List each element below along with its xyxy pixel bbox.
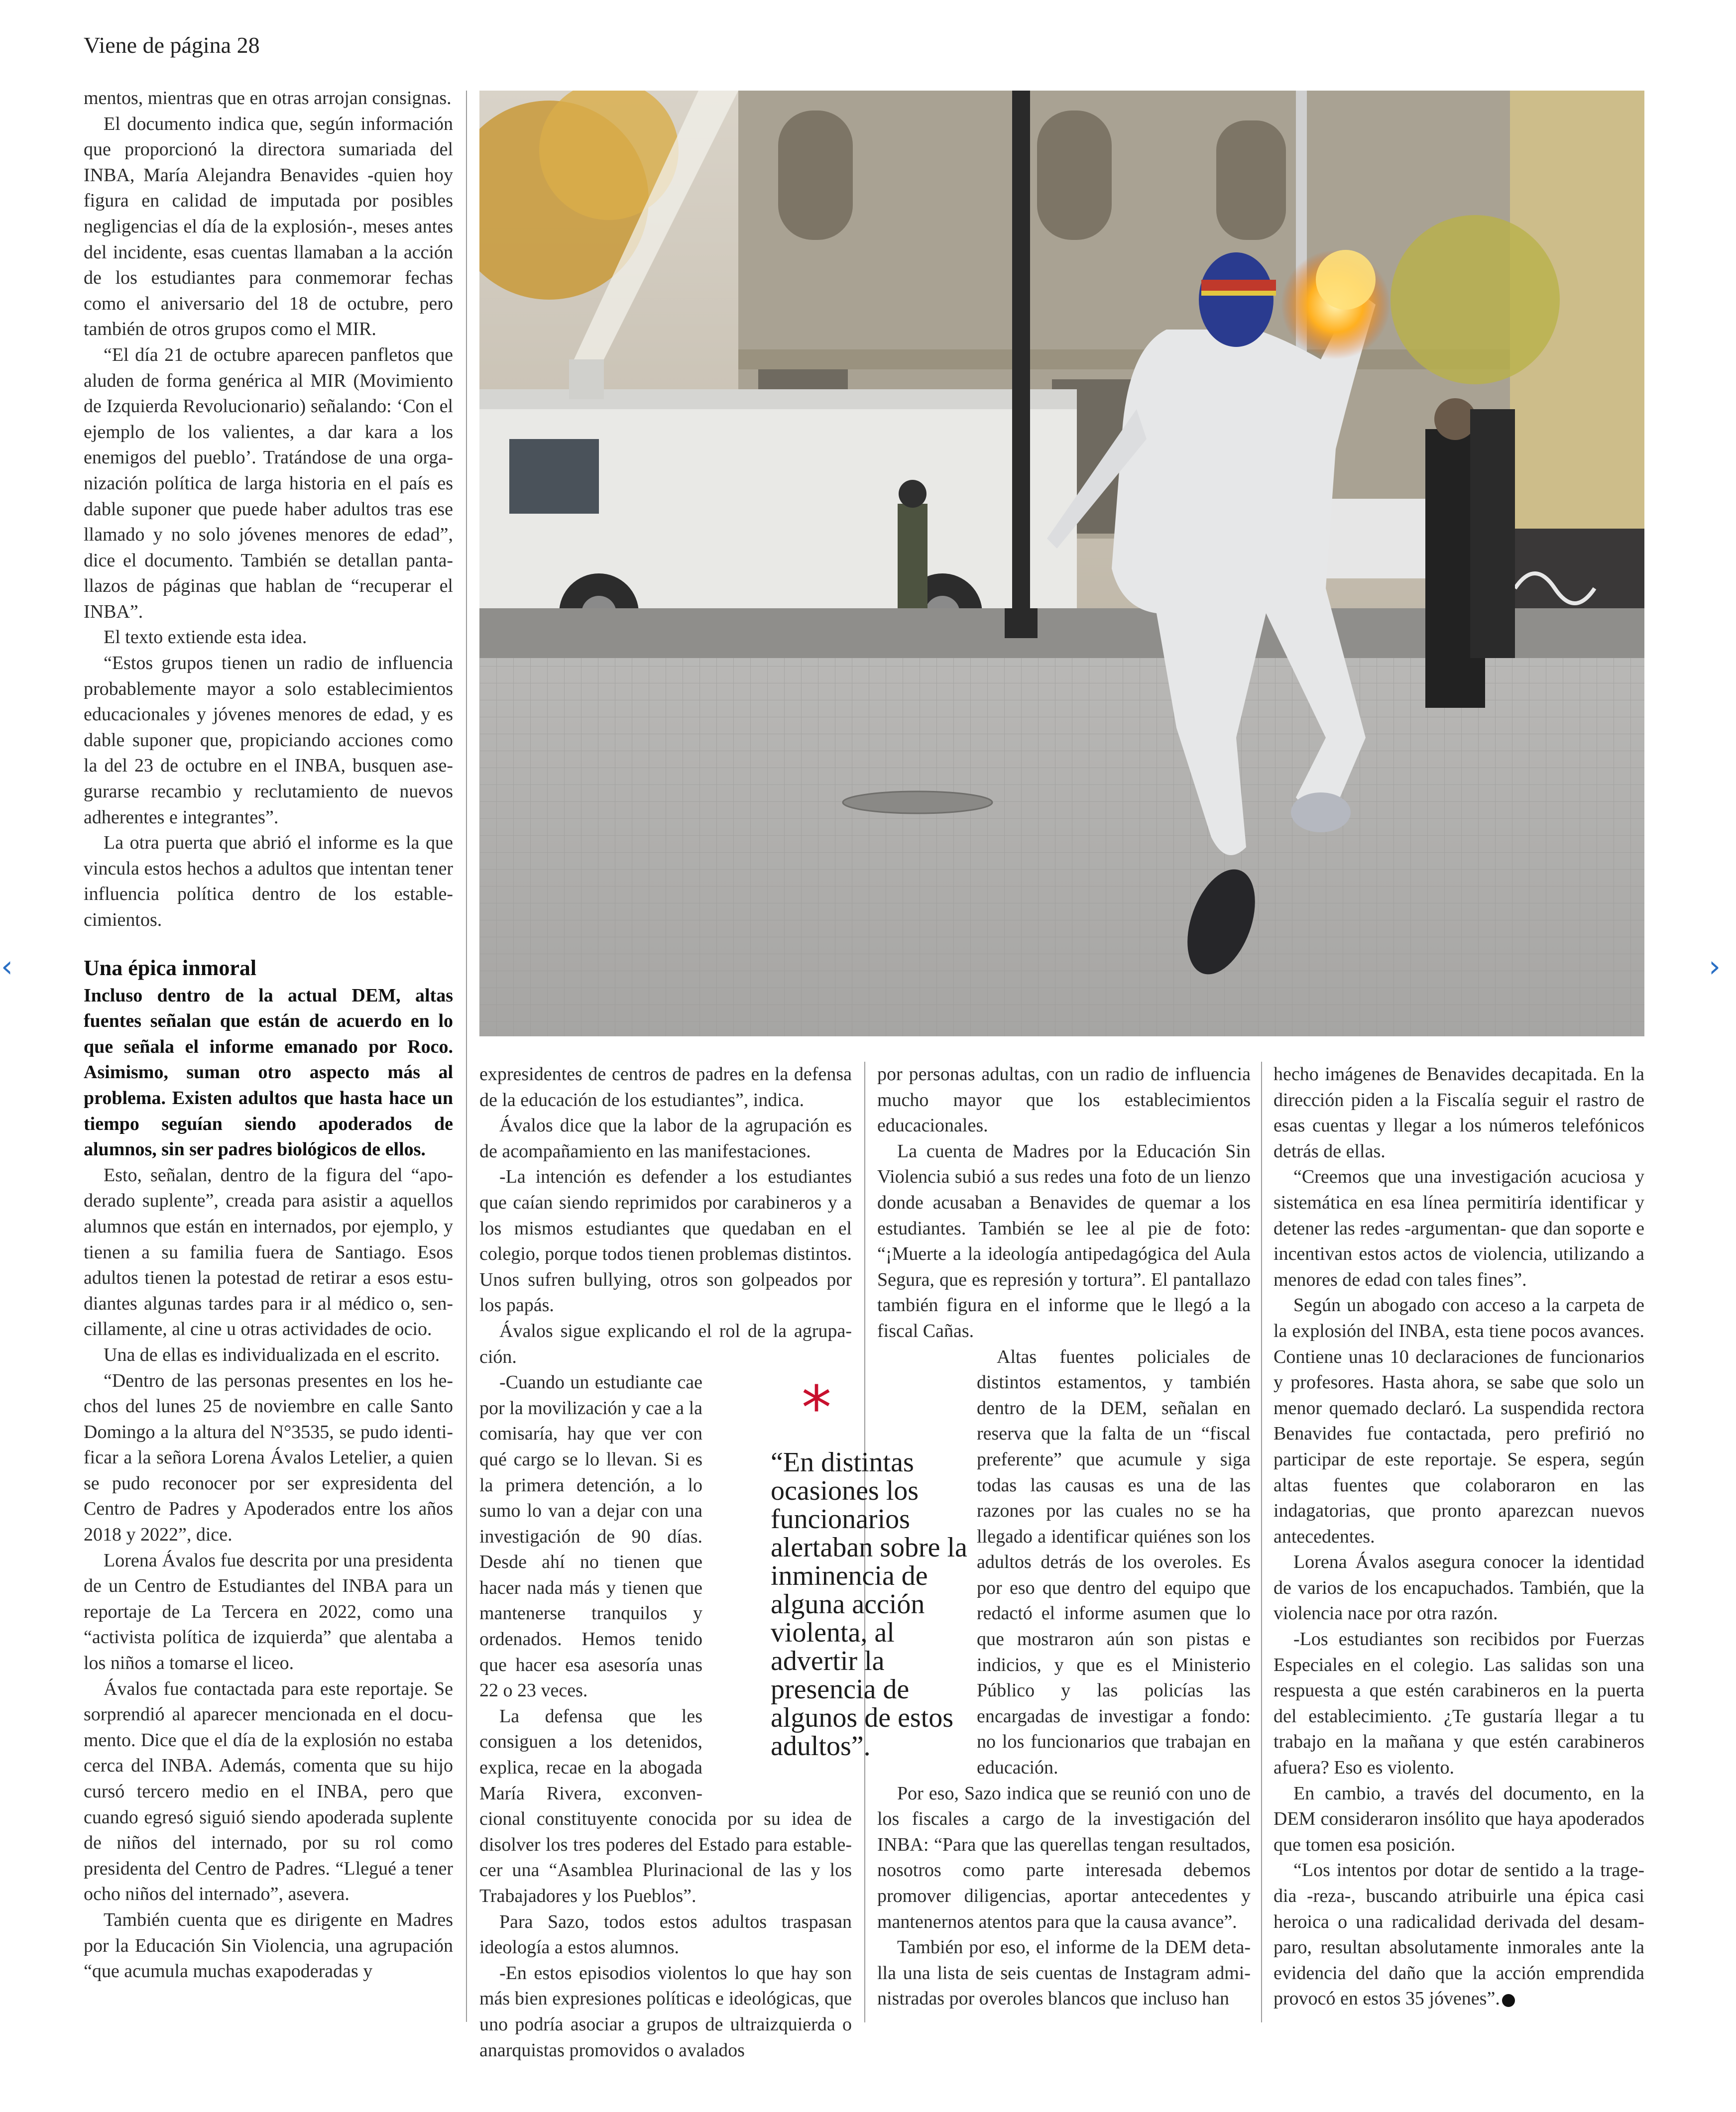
paragraph: También cuenta que es dirigente en Madres por la Educación Sin Violencia, una agrupación “que acumula muchas exapoderadas y xyxy=(84,1909,453,1982)
news-photo xyxy=(479,91,1644,1036)
column-rule xyxy=(466,91,467,2022)
paragraph: “Dentro de las personas presentes en los hechos del lunes 25 de noviembre en calle Santo Domingo a la altura del N°3535, se pudo identificar a la señora Lorena Ávalos Letelier, a quien se pudo reconocer por ser expresidenta del Centro de Padres y Apoderados entre los años 2018 y 2022”, dice. xyxy=(84,1370,453,1546)
chevron-right-icon[interactable]: › xyxy=(1709,949,1721,984)
paragraph: La cuenta de Madres por la Educación Sin Violencia subió a sus redes una foto de un lienzo donde acusaban a Benavides de quemar a los estudiantes. También se lee al pie de foto: “¡Muerte a la ideología antipedagógica del Aula Segura, que es represión y tortura”. El pantallazo también figura en el informe que le llegó a la fiscal Cañas. xyxy=(877,1140,1251,1341)
paragraph: “El día 21 de octubre aparecen panfletos que aluden de forma genérica al MIR (Movimiento de Izquierda Revolucionario) señalando: ‘Con el ejemplo de los valientes, a dar kara a los enemigos del pueblo’. Tratándose de una organización política de larga historia en el país es dable suponer que puede haber adultos tras ese llamado y no solo jóvenes menores de edad”, dice el documento. También se detallan pantallazos de páginas que hablan de “recuperar el INBA”. xyxy=(84,344,453,622)
paragraph: El documento indica que, según información que proporcionó la directora sumariada del INBA, María Alejandra Benavides -quien hoy figura en calidad de imputada por posibles negligencias el día de la explosión-, meses antes del incidente, esas cuentas llamaban a la acción de los estudiantes para conmemorar fechas como el aniversario del 18 de octubre, pero también de otros grupos como el MIR. xyxy=(84,113,453,340)
paragraph: -En estos episodios violentos lo que hay son más bien expresiones políticas e ideológicas, que uno podría asociar a grupos de ultraizquierda o anarquistas promovidos o avalados xyxy=(479,1962,852,2061)
paragraph: Ávalos fue contactada para este reportaje. Se sorprendió al aparecer mencionada en el documento. Dice que el día de la explosión no estaba cerca del INBA. Además, comenta que su hijo cursó tercero medio en el INBA, pero que cuando egresó siguió siendo apoderada suplente de niños del internado, por su rol como presidenta del Centro de Padres. “Llegué a tener ocho niños del internado”, asevera. xyxy=(84,1678,453,1905)
continued-from-page: Viene de página 28 xyxy=(84,32,260,58)
end-of-article-icon xyxy=(1502,1994,1515,2007)
lead-paragraph: Incluso dentro de la actual DEM, altas fuentes señalan que están de acuerdo en lo que señala el informe emanado por Roco. Asimismo, suman otro aspecto más al problema. Existen adultos que hasta hace un tiempo seguían siendo apoderados de alumnos, sin ser padres biológicos de ellos. xyxy=(84,985,453,1160)
article-column-4 xyxy=(1273,1062,1644,2012)
column-rule xyxy=(1261,1062,1262,2022)
paragraph: Esto, señalan, dentro de la figura del “apoderado suplente”, creada para asistir a aquellos alumnos que están en internados, por ejemplo, y tienen a su familia fuera de Santiago. Esos adultos tienen la potestad de retirar a esos estudiantes algunas tardes para ir al médico o, sencillamente, al cine u otras actividades de ocio. xyxy=(84,1164,453,1340)
paragraph: -La intención es defender a los estudiantes que caían siendo reprimidos por carabineros y a los mismos estudiantes que quedaban en el colegio, porque todos tienen problemas distintos. Unos sufren bullying, otros son golpeados por los papás. xyxy=(479,1166,852,1316)
paragraph: “Creemos que una investigación acuciosa y sistemática en esa línea permitiría identificar y detener las redes -argumentan- que dan soporte e incentivan estos actos de violencia, utilizando a menores de edad con tales fines”. xyxy=(1273,1166,1644,1290)
paragraph: mentos, mientras que en otras arrojan consignas. xyxy=(84,88,452,109)
paragraph: La otra puerta que abrió el informe es la que vincula estos hechos a adultos que intentan tener influencia política dentro de los establecimientos. xyxy=(84,832,453,930)
paragraph: También por eso, el informe de la DEM detalla una lista de seis cuentas de Instagram administradas por overoles blancos que incluso han xyxy=(877,1937,1251,2009)
paragraph: Lorena Ávalos fue descrita por una presidenta de un Centro de Estudiantes del INBA para un reportaje de La Tercera en 2022, como una “activista política de izquierda” que alentaba a los niños a tomarse el liceo. xyxy=(84,1550,453,1674)
paragraph: expresidentes de centros de padres en la defensa de la educación de los estudiantes”, indica. xyxy=(479,1064,852,1111)
paragraph: Altas fuentes policiales de distintos estamentos, y también dentro de la DEM, señalan en reserva que la falta de un “fiscal preferente” que acumule y siga todas las causas es una de las razones por las cuales no se ha llegado a identificar quiénes son los adultos detrás de los overoles. Es por eso que dentro del equipo que redactó el informe asumen que lo que mostraron aún son pistas e indicios, y que es el Ministerio Público y las policías las encargadas de investigar a fondo: no los funcionarios que trabajan en educación. xyxy=(977,1346,1251,1779)
article-column-1 xyxy=(84,86,453,1985)
paragraph: hecho imágenes de Benavides decapitada. En la dirección piden a la Fiscalía seguir el rastro de esas cuentas y llegar a los números telefónicos detrás de ellas. xyxy=(1273,1064,1644,1162)
paragraph: Una de ellas es individualizada en el escrito. xyxy=(104,1344,440,1365)
paragraph: -Los estudiantes son recibidos por Fuerzas Especiales en el colegio. Las salidas son una respuesta a que estén carabineros en la puerta del establecimiento. ¿Te gustaría llegar a tu trabajo en la mañana y que estén carabineros afuera? Eso es violento. xyxy=(1273,1629,1644,1779)
pullquote-wrap-space xyxy=(877,1344,977,1773)
paragraph: Para Sazo, todos estos adultos traspasan ideología a estos alumnos. xyxy=(479,1911,852,1958)
paragraph xyxy=(1273,1858,1644,2012)
section-subhead: Una épica inmoral xyxy=(84,955,257,980)
paragraph: Ávalos dice que la labor de la agrupación es de acompañamiento en las manifestaciones. xyxy=(479,1115,852,1162)
paragraph: La defensa que les consiguen a los detenidos, explica, recae en la abogada María Rivera, exconvencional constituyente conocida por su idea de disolver los tres poderes del Estado para establecer una “Asamblea Plurinacional de las y los Trabajadores y los Pueblos”. xyxy=(479,1705,852,1906)
paragraph: Según un abogado con acceso a la carpeta de la explosión del INBA, esta tiene pocos avances. Contiene unas 10 declaraciones de funcionarios y profesores. Hasta ahora, se sabe que solo un menor quemado declaró. La suspendida rectora Benavides fue contactada, pero prefirió no participar de este reportaje. Se espera, según altas fuentes que colaboraron en las indagatorias, que pronto aparezcan nuevos antecedentes. xyxy=(1273,1295,1644,1547)
pull-quote-text: “En distintas ocasiones los funcionarios alertaban sobre la inminencia de alguna acción violenta, al advertir la presencia de algunos de estos adultos”. xyxy=(771,1447,967,1762)
paragraph: Por eso, Sazo indica que se reunió con uno de los fiscales a cargo de la investigación del INBA: “Para que las querellas tengan resultados, nosotros como parte interesada debemos promover diligencias, aportar antecedentes y mantenernos atentos para que la causa avance”. xyxy=(877,1782,1251,1932)
asterisk-icon: * xyxy=(802,1374,831,1443)
article-column-3 xyxy=(877,1062,1251,2012)
paragraph: por personas adultas, con un radio de influencia mucho mayor que los establecimientos educacionales. xyxy=(877,1064,1251,1136)
chevron-left-icon[interactable]: ‹ xyxy=(1,949,13,984)
paragraph: “Estos grupos tienen un radio de influencia probablemente mayor a solo establecimientos educacionales y jóvenes menores de edad, y es dable suponer que, propiciando acciones como la del 23 de octubre en el INBA, busquen asegurarse recambio y reclutamiento de nuevos adherentes e integrantes”. xyxy=(84,653,453,828)
paragraph: -Cuando un estudiante cae por la movilización y cae a la comisaría, hay que ver con qué cargo se lo llevan. Si es la primera detención, a lo sumo lo van a dejar con una investigación de 90 días. Desde ahí no tienen que hacer nada más y tienen que mantenerse tranquilos y ordenados. Hemos tenido que hacer esa asesoría unas 22 o 23 veces. xyxy=(479,1372,702,1701)
paragraph: El texto extiende esta idea. xyxy=(104,627,307,648)
closing-quote-text: “Los intentos por dotar de sentido a la tragedia -reza-, buscando atribuirle una épica casi heroica o una radicalidad derivada del desamparo, resultan absolutamente inmorales ante la evidencia del daño que la acción emprendida provocó en estos 35 jóvenes”. xyxy=(1273,1860,1644,2009)
paragraph: En cambio, a través del documento, en la DEM consideraron insólito que haya apoderados que tomen esa posición. xyxy=(1273,1782,1644,1855)
paragraph: Ávalos sigue explicando el rol de la agrupación. xyxy=(479,1320,852,1367)
paragraph: Lorena Ávalos asegura conocer la identidad de varios de los encapuchados. También, que la violencia nace por otra razón. xyxy=(1273,1552,1644,1624)
